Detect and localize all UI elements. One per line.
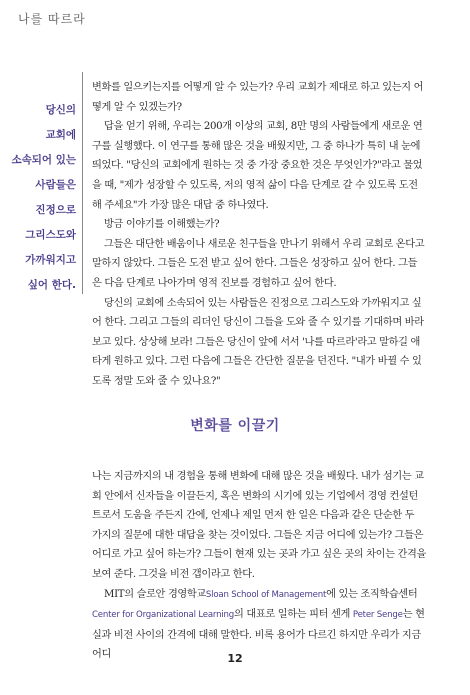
pull-quote-line: 당신의 <box>45 104 76 116</box>
section-title: 변화를 이끌기 <box>190 418 280 434</box>
paragraph: 그들은 대단한 배움이나 새로운 친구들을 만나기 위해서 우리 교회로 온다고 말하지 않았다. 그들은 도전 받고 싶어 한다. 그들은 성장하고 싶어 한다. 그들은 다음 단계로 나아가며 영적 진보를 경험하고 싶어 한다. <box>92 238 425 289</box>
margin-rule <box>82 72 83 294</box>
pull-quote-line: 싶어 한다. <box>27 279 76 291</box>
pull-quote <box>4 98 76 298</box>
paragraph: 답을 얻기 위해, 우리는 200개 이상의 교회, 8만 명의 사람들에게 새로운 연구를 실행했다. 이 연구를 통해 많은 것을 배웠지만, 그 중 하나가 특히 내 눈에 띄었다. "당신의 교회에게 원하는 것 중 가장 중요한 것은 무엇인가?"라고 물었을 때, "제가 성장할 수 있도록, 저의 영적 삶이 다음 단계로 갈 수 있도록 도전해 주세요"가 가장 많은 대답 중 하나였다. <box>92 121 423 211</box>
pull-quote-line: 가까워지고 <box>25 254 76 266</box>
pull-quote-line: 진정으로 <box>35 204 76 216</box>
pull-quote-line: 교회에 <box>45 129 76 141</box>
english-term: Sloan School of Management <box>205 589 327 600</box>
paragraph: 당신의 교회에 소속되어 있는 사람들은 진정으로 그리스도와 가까워지고 싶어 한다. 그리고 그들의 리더인 당신이 그들을 도와 줄 수 있기를 기대하며 바라보고 있다. 상상해 보라! 그들은 당신이 앞에 서서 '나를 따르라'라고 말하길 애타게 원하고 있다. 그런 다음에 그들은 간단한 질문을 던진다. "내가 바뀔 수 있도록 정말 도와 줄 수 있나요?" <box>92 297 424 387</box>
pull-quote-line: 그리스도와 <box>25 229 76 241</box>
english-term: Center for Organizational Learning <box>92 610 235 621</box>
text-run: 의 대표로 일하는 피터 센게 <box>234 609 351 621</box>
paragraph: 변화를 일으키는지를 어떻게 알 수 있는가? 우리 교회가 제대로 하고 있는지 어떻게 알 수 있겠는가? <box>92 82 424 113</box>
lower-body-text <box>92 467 426 665</box>
pull-quote-line: 소속되어 있는 <box>11 154 76 166</box>
running-header: 나를 따르라 <box>18 12 86 26</box>
text-run: MIT의 슬로안 경영학교 <box>104 588 206 600</box>
paragraph: 나는 지금까지의 내 경험을 통해 변화에 대해 많은 것을 배웠다. 내가 섬기는 교회 안에서 신자들을 이끌든지, 혹은 변화의 시기에 있는 기업에서 경영 컨설턴트로서 도움을 주든지 간에, 언제나 제일 먼저 한 일은 다음과 같은 단순한 두 가지의 질문에 대한 대답을 찾는 것이었다. 그들은 지금 어디에 있는가? 그들은 어디로 가고 싶어 하는가? 그들이 현재 있는 곳과 가고 싶은 곳의 차이는 간격을 보여 준다. 그것을 비전 갭이라고 한다. <box>92 471 426 580</box>
upper-body-text <box>92 78 426 392</box>
text-run: 에 있는 조직학습센터 <box>326 588 418 600</box>
pull-quote-line: 사람들은 <box>35 179 76 191</box>
paragraph: 방금 이야기를 이해했는가? <box>104 219 220 231</box>
text-run: 는 현실과 비전 사이의 간격에 대해 말한다. 비록 용어가 다르긴 하지만 우리가 지금 어디 <box>92 609 425 661</box>
page-number: 12 <box>227 652 243 665</box>
english-term: Peter Senge <box>352 610 403 621</box>
